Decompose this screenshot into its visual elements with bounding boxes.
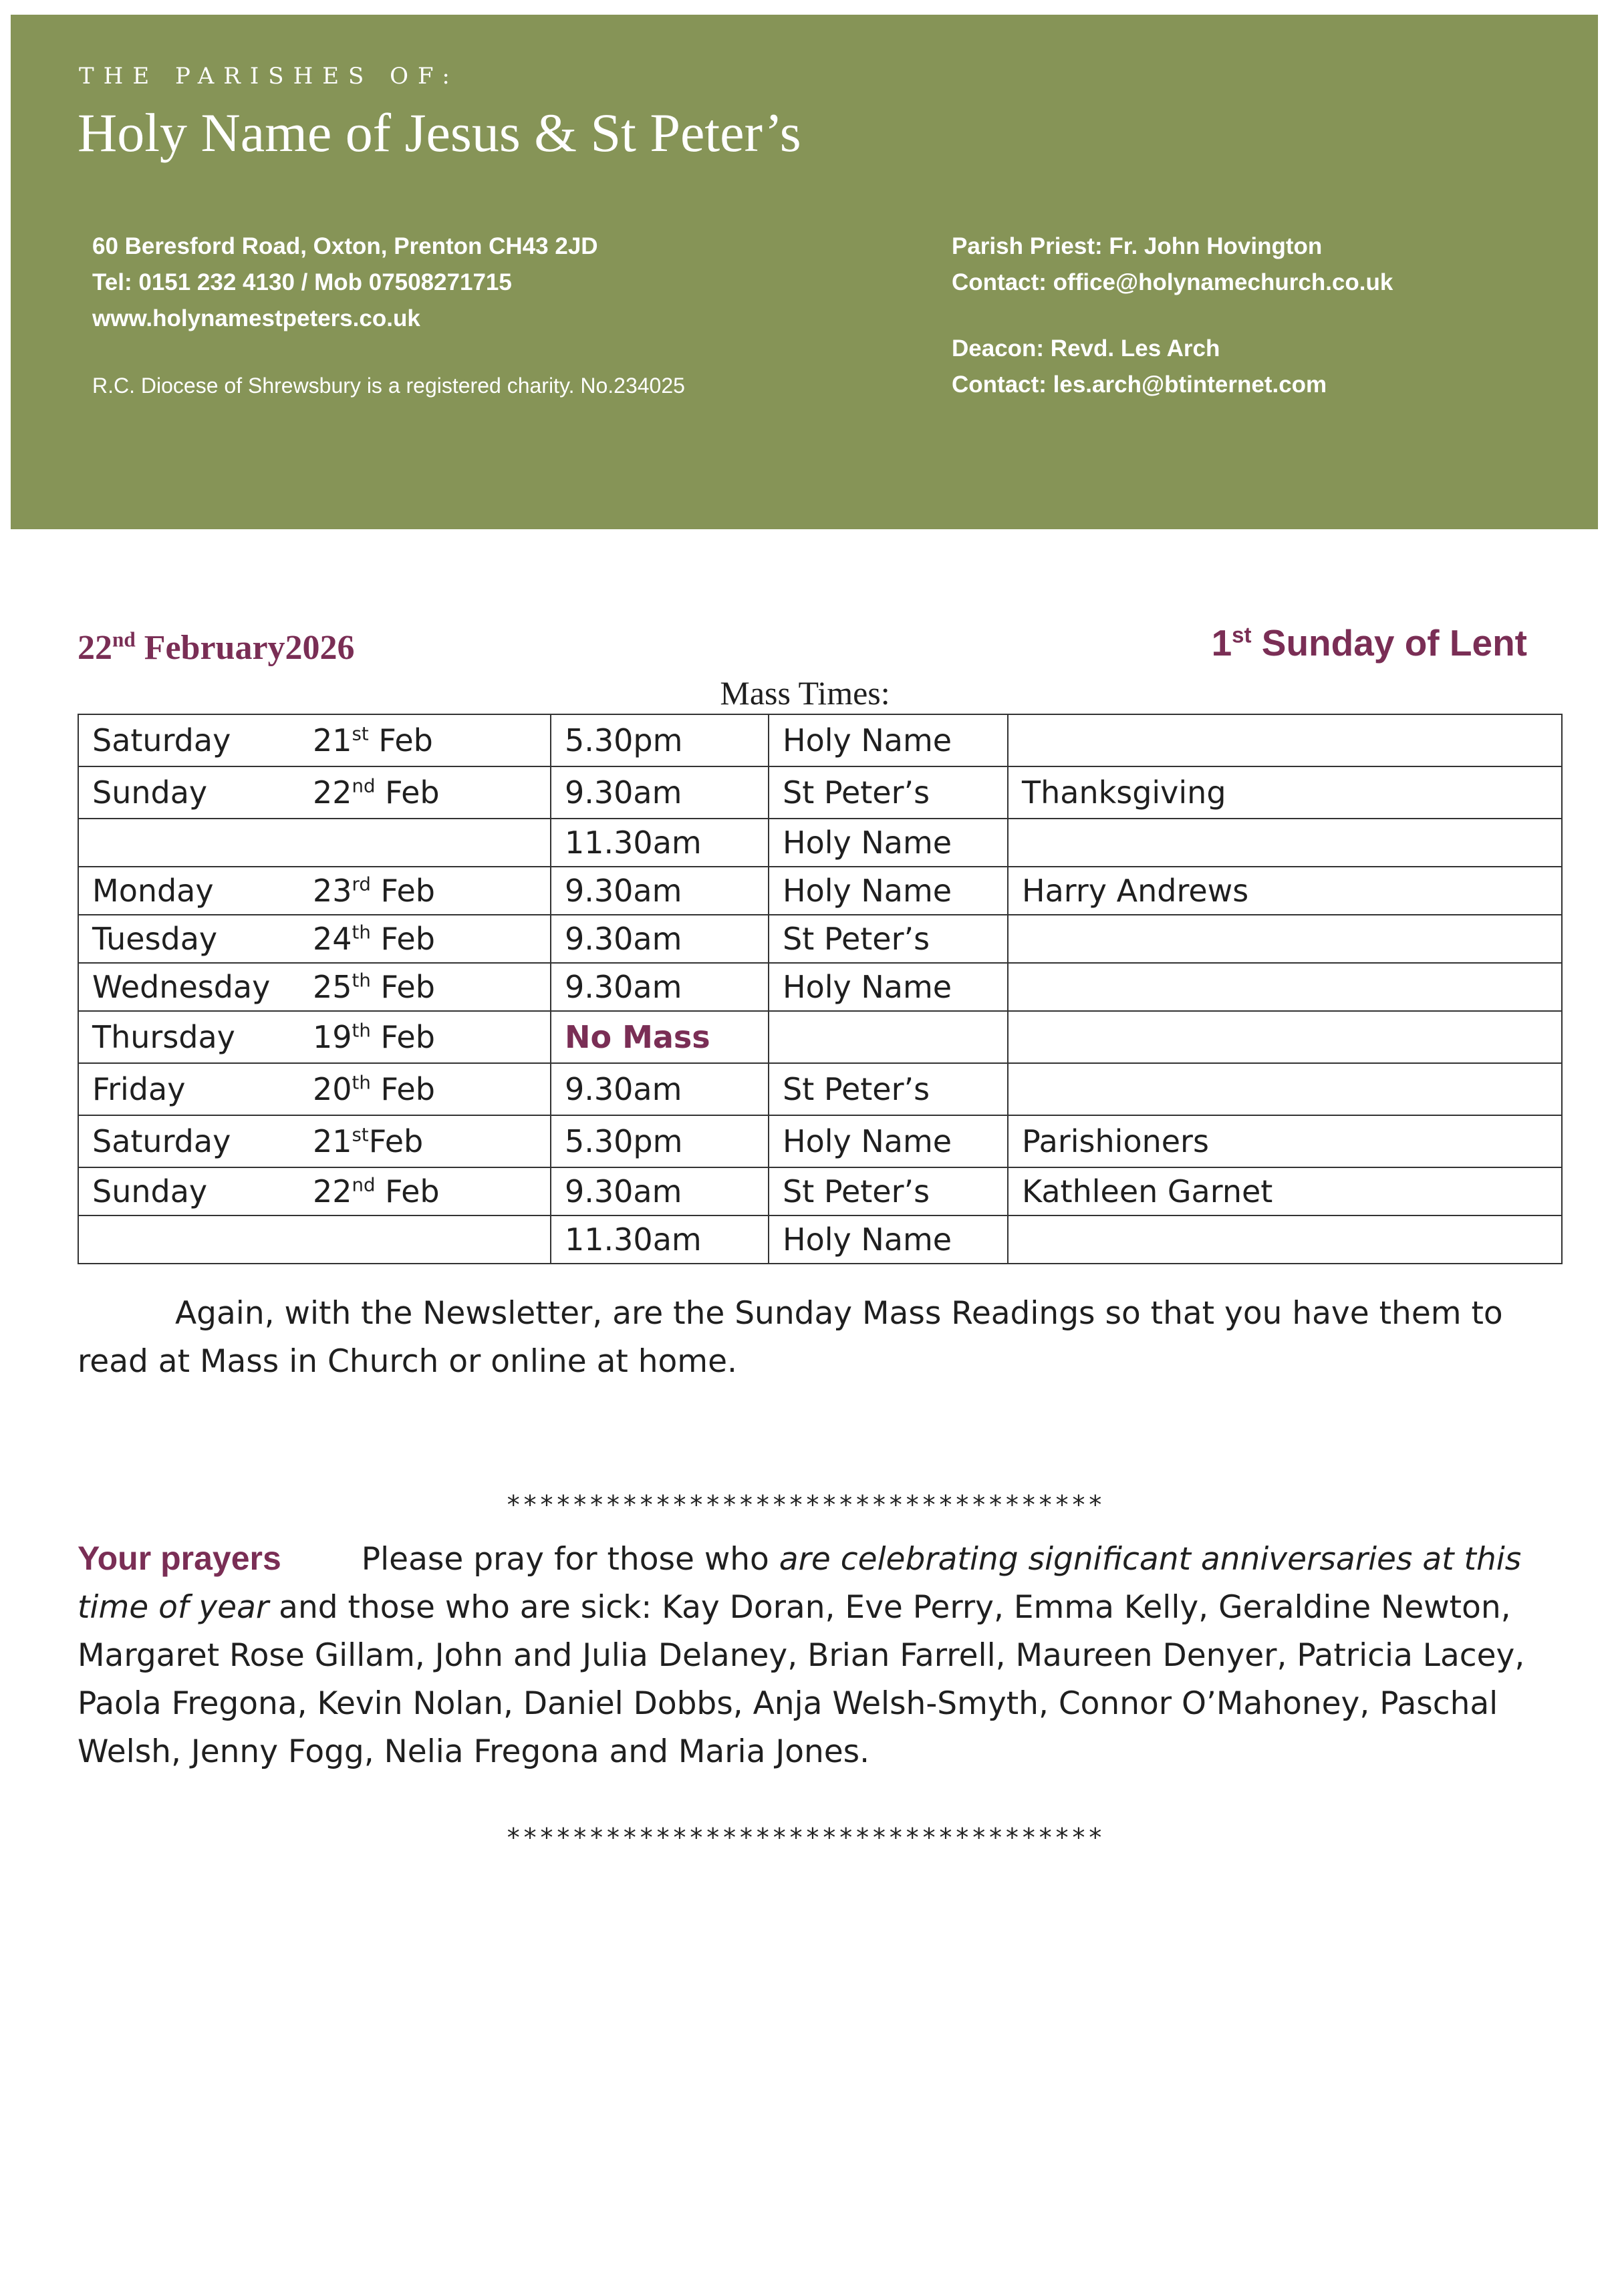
mass-church: Holy Name — [769, 714, 1008, 766]
website-link[interactable]: www.holynamestpeters.co.uk — [92, 305, 420, 331]
mass-row — [78, 867, 1562, 915]
mass-church: Holy Name — [769, 867, 1008, 915]
mass-date: 21stFeb — [313, 1123, 424, 1159]
parish-priest: Parish Priest: Fr. John Hovington — [952, 233, 1323, 259]
mass-day: Sunday — [92, 1173, 208, 1209]
mass-date: 19th Feb — [313, 1019, 435, 1055]
mass-day: Wednesday — [92, 969, 271, 1005]
mass-intention: Kathleen Garnet — [1008, 1167, 1562, 1215]
mass-intention — [1008, 819, 1562, 867]
mass-time: No Mass — [551, 1011, 769, 1063]
mass-day-cell — [78, 963, 551, 1011]
mass-time: 5.30pm — [551, 714, 769, 766]
mass-day-cell — [78, 819, 551, 867]
readings-note: Again, with the Newsletter, are the Sunday Mass Readings so that you have them to read at Mass in Church or online at home. — [78, 1295, 1503, 1380]
mass-time: 9.30am — [551, 963, 769, 1011]
mass-date: 23rd Feb — [313, 873, 436, 909]
mass-row — [78, 1167, 1562, 1215]
phone-numbers: Tel: 0151 232 4130 / Mob 07508271715 — [92, 269, 512, 295]
priest-contact[interactable]: Contact: office@holynamechurch.co.uk — [952, 269, 1393, 295]
mass-row — [78, 766, 1562, 819]
mass-intention: Harry Andrews — [1008, 867, 1562, 915]
mass-date: 20th Feb — [313, 1071, 435, 1107]
clergy-block — [952, 229, 1393, 403]
mass-date: 22nd Feb — [313, 1173, 440, 1209]
mass-intention — [1008, 1011, 1562, 1063]
mass-church: Holy Name — [769, 1115, 1008, 1167]
mass-time: 9.30am — [551, 766, 769, 819]
mass-times-table — [78, 714, 1563, 1264]
mass-church: Holy Name — [769, 963, 1008, 1011]
mass-time: 11.30am — [551, 1215, 769, 1264]
liturgical-season: 1st Sunday of Lent — [1211, 622, 1527, 664]
mass-times-caption: Mass Times: — [720, 674, 890, 712]
mass-time: 9.30am — [551, 915, 769, 963]
parish-banner — [11, 15, 1598, 529]
mass-day-cell — [78, 867, 551, 915]
mass-intention — [1008, 1063, 1562, 1115]
mass-row — [78, 714, 1562, 766]
mass-day-cell — [78, 1063, 551, 1115]
mass-day: Sunday — [92, 774, 208, 811]
mass-time: 9.30am — [551, 867, 769, 915]
mass-time: 11.30am — [551, 819, 769, 867]
mass-intention: Parishioners — [1008, 1115, 1562, 1167]
mass-day-cell — [78, 1115, 551, 1167]
charity-note: R.C. Diocese of Shrewsbury is a registered charity. No.234025 — [92, 374, 685, 398]
mass-church: St Peter’s — [769, 1063, 1008, 1115]
mass-day: Tuesday — [92, 921, 218, 957]
mass-row — [78, 1011, 1562, 1063]
mass-day: Thursday — [92, 1019, 235, 1055]
parishes-eyebrow: THE PARISHES OF: — [79, 63, 459, 90]
parish-address-block — [92, 229, 685, 404]
mass-time: 9.30am — [551, 1167, 769, 1215]
address: 60 Beresford Road, Oxton, Prenton CH43 2JD — [92, 233, 598, 259]
mass-intention — [1008, 963, 1562, 1011]
mass-time: 5.30pm — [551, 1115, 769, 1167]
divider: ************************************ — [505, 1823, 1105, 1852]
mass-day: Monday — [92, 873, 214, 909]
mass-date: 24th Feb — [313, 921, 435, 957]
mass-row — [78, 1115, 1562, 1167]
mass-row — [78, 819, 1562, 867]
mass-day: Saturday — [92, 722, 231, 758]
mass-row — [78, 963, 1562, 1011]
mass-church: St Peter’s — [769, 1167, 1008, 1215]
deacon: Deacon: Revd. Les Arch — [952, 335, 1220, 362]
mass-church: St Peter’s — [769, 915, 1008, 963]
newsletter-date: 22nd February2026 — [78, 627, 355, 667]
mass-day-cell — [78, 714, 551, 766]
mass-intention — [1008, 1215, 1562, 1264]
mass-row — [78, 1063, 1562, 1115]
mass-day-cell — [78, 915, 551, 963]
mass-intention — [1008, 915, 1562, 963]
mass-intention: Thanksgiving — [1008, 766, 1562, 819]
mass-church — [769, 1011, 1008, 1063]
mass-row — [78, 915, 1562, 963]
mass-church: Holy Name — [769, 1215, 1008, 1264]
mass-day: Saturday — [92, 1123, 231, 1159]
mass-church: St Peter’s — [769, 766, 1008, 819]
mass-day-cell — [78, 1215, 551, 1264]
mass-day: Friday — [92, 1071, 186, 1107]
prayers-heading: Your prayers — [78, 1540, 281, 1577]
deacon-contact[interactable]: Contact: les.arch@btinternet.com — [952, 372, 1327, 398]
mass-church: Holy Name — [769, 819, 1008, 867]
mass-date: 25th Feb — [313, 969, 435, 1005]
mass-day-cell — [78, 766, 551, 819]
mass-time: 9.30am — [551, 1063, 769, 1115]
prayers-section: Your prayers Please pray for those who are celebrating significant anniversaries at this time of year and those who are sick: Kay Doran, Eve Perry, Emma Kelly, Geraldine Newton, Margaret Rose Gillam, John and Julia Delaney, Brian Farrell, Maureen Denyer, Patricia Lacey, Paola Fregona, Kevin Nolan, Daniel Dobbs, Anja Welsh-Smyth, Connor O’Mahoney, Paschal Welsh, Jenny Fogg, Nelia Fregona and Maria Jones. — [78, 1540, 1525, 1770]
mass-row — [78, 1215, 1562, 1264]
divider: ************************************ — [505, 1490, 1105, 1520]
mass-day-cell — [78, 1167, 551, 1215]
parish-title: Holy Name of Jesus & St Peter’s — [78, 102, 801, 163]
mass-date: 21st Feb — [313, 722, 433, 758]
mass-intention — [1008, 714, 1562, 766]
mass-date: 22nd Feb — [313, 774, 440, 811]
mass-day-cell — [78, 1011, 551, 1063]
